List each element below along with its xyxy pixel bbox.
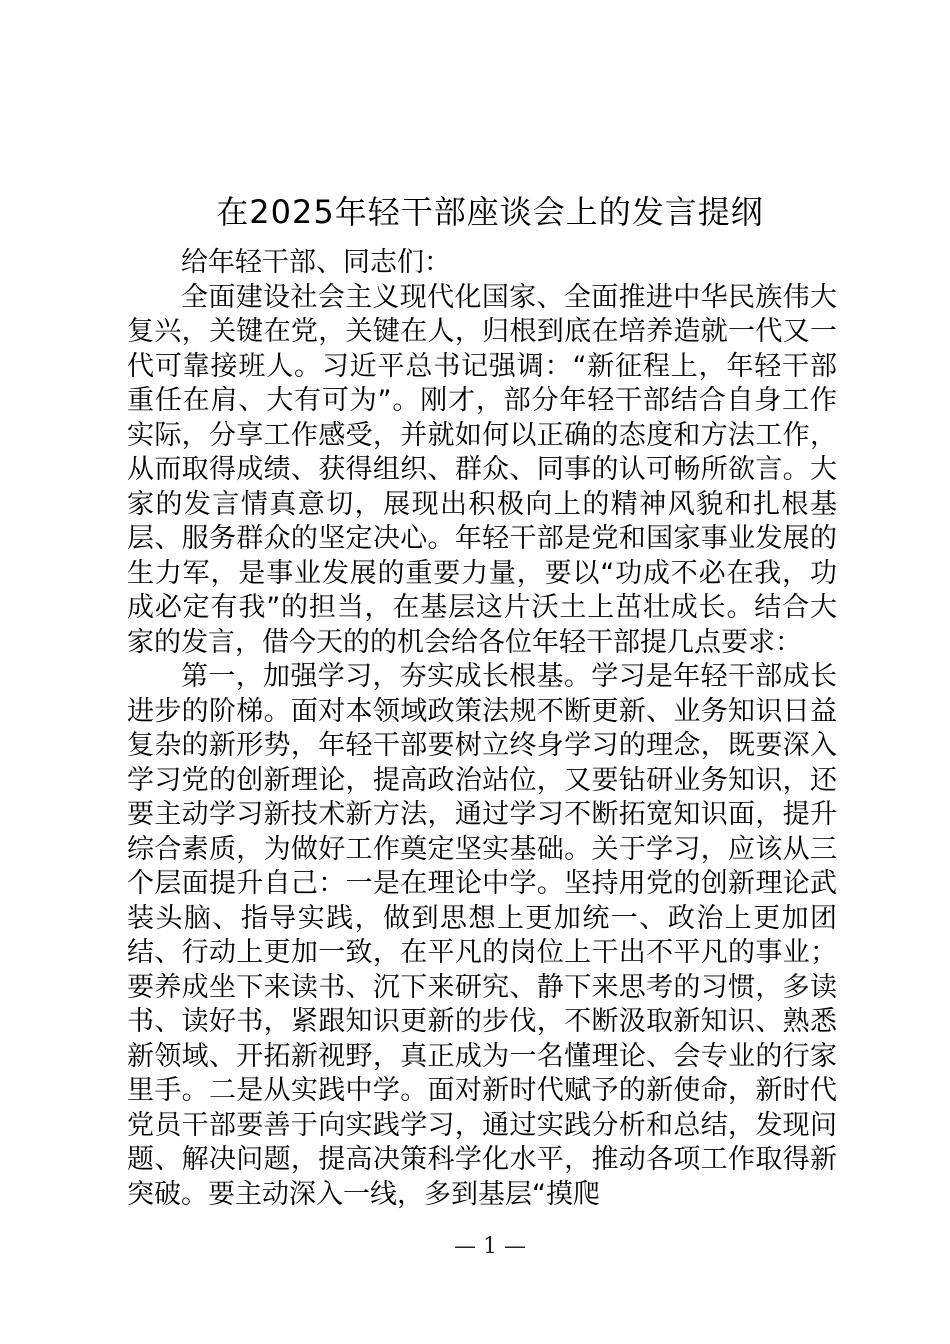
page-number: — 1 — bbox=[454, 1234, 526, 1259]
document-body bbox=[127, 246, 837, 1212]
salutation-paragraph: 给年轻干部、同志们： bbox=[181, 247, 451, 278]
intro-paragraph: 全面建设社会主义现代化国家、全面推进中华民族伟大复兴，关键在党，关键在人，归根到底在培养造就一代又一代可靠接班人。习近平总书记强调：“新征程上，年轻干部重任在肩、大有可为”。刚才，部分年轻干部结合自身工作实际，分享工作感受，并就如何以正确的态度和方法工作，从而取得成绩、获得组织、群众、同事的认可畅所欲言。大家的发言情真意切，展现出积极向上的精神风貌和扎根基层、服务群众的坚定决心。年轻干部是党和国家事业发展的生力军，是事业发展的重要力量，要以“功成不必在我，功成必定有我”的担当，在基层这片沃土上茁壮成长。结合大家的发言，借今天的的机会给各位年轻干部提几点要求： bbox=[127, 281, 837, 658]
first-point-paragraph: 第一，加强学习，夯实成长根基。学习是年轻干部成长进步的阶梯。面对本领域政策法规不断更新、业务知识日益复杂的新形势，年轻干部要树立终身学习的理念，既要深入学习党的创新理论，提高政治站位，又要钻研业务知识，还要主动学习新技术新方法，通过学习不断拓宽知识面，提升综合素质，为做好工作奠定坚实基础。关于学习，应该从三个层面提升自己：一是在理论中学。坚持用党的创新理论武装头脑、指导实践，做到思想上更加统一、政治上更加团结、行动上更加一致，在平凡的岗位上干出不平凡的事业；要养成坐下来读书、沉下来研究、静下来思考的习惯，多读书、读好书，紧跟知识更新的步伐，不断汲取新知识、熟悉新领域、开拓新视野，真正成为一名懂理论、会专业的行家里手。二是从实践中学。面对新时代赋予的新使命，新时代党员干部要善于向实践学习，通过实践分析和总结，发现问题、解决问题，提高决策科学化水平，推动各项工作取得新突破。要主动深入一线，多到基层“摸爬 bbox=[127, 661, 837, 1210]
document-title: 在2025年轻干部座谈会上的发言提纲 bbox=[216, 193, 764, 231]
